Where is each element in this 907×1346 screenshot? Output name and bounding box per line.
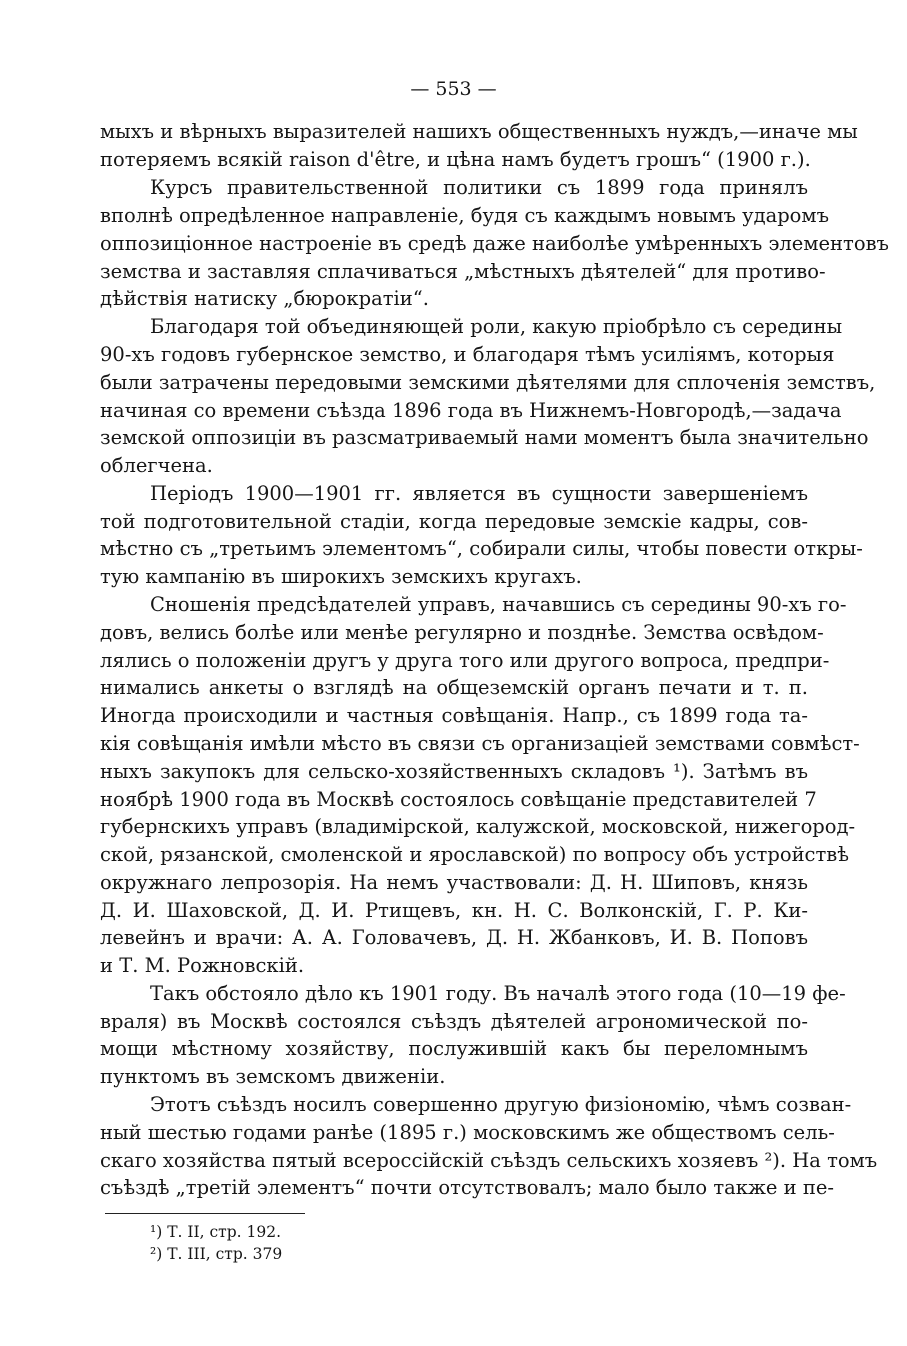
text-line: были затрачены передовыми земскими дѣятелями для сплоченія земствъ, — [100, 371, 876, 394]
text-line: ноябрѣ 1900 года въ Москвѣ состоялось совѣщаніе представителей 7 — [100, 788, 817, 811]
paragraph-first-line: Такъ обстояло дѣло къ 1901 году. Въ началѣ этого года (10—19 фе- — [150, 982, 846, 1005]
text-line: земской оппозиціи въ разсматриваемый нами моментъ была значительно — [100, 426, 869, 449]
text-line: потеряемъ всякій raison d'être, и цѣна намъ будетъ грошъ“ (1900 г.). — [100, 148, 811, 171]
text-line: Иногда происходили и частныя совѣщанія. Напр., съ 1899 года та- — [100, 704, 808, 727]
footnote-divider — [105, 1213, 305, 1214]
text-line: губернскихъ управъ (владимірской, калужской, московской, нижегород- — [100, 815, 856, 838]
text-line: Д. И. Шаховской, Д. И. Ртищевъ, кн. Н. С. Волконскій, Г. Р. Ки- — [100, 899, 808, 922]
footnote: ¹) Т. II, стр. 192. — [150, 1223, 282, 1241]
paragraph-first-line: Періодъ 1900—1901 гг. является въ сущности завершеніемъ — [150, 482, 808, 505]
text-line: мѣстно съ „третьимъ элементомъ“, собирали силы, чтобы повести откры- — [100, 537, 863, 560]
footnote: ²) Т. III, стр. 379 — [150, 1245, 283, 1263]
text-line: скаго хозяйства пятый всероссійскій съѣздъ сельскихъ хозяевъ ²). На томъ — [100, 1149, 878, 1172]
paragraph-first-line: Сношенія предсѣдателей управъ, начавшись съ середины 90-хъ го- — [150, 593, 847, 616]
text-line: пунктомъ въ земскомъ движеніи. — [100, 1065, 446, 1088]
text-line: оппозиціонное настроеніе въ средѣ даже наиболѣе умѣренныхъ элементовъ — [100, 232, 889, 255]
text-line: ныхъ закупокъ для сельско-хозяйственныхъ складовъ ¹). Затѣмъ въ — [100, 760, 808, 783]
text-line: и Т. М. Рожновскій. — [100, 954, 305, 977]
text-line: мыхъ и вѣрныхъ выразителей нашихъ общественныхъ нуждъ,—иначе мы — [100, 120, 858, 143]
text-line: ный шестью годами ранѣе (1895 г.) московскимъ же обществомъ сель- — [100, 1121, 835, 1144]
text-line: дѣйствія натиску „бюрократіи“. — [100, 287, 429, 310]
text-line: окружнаго лепрозорія. На немъ участвовали: Д. Н. Шиповъ, князь — [100, 871, 808, 894]
text-line: тую кампанію въ широкихъ земскихъ кругахъ. — [100, 565, 582, 588]
text-line: съѣздѣ „третій элементъ“ почти отсутствовалъ; мало было также и пе- — [100, 1176, 834, 1199]
text-line: довъ, велись болѣе или менѣе регулярно и позднѣе. Земства освѣдом- — [100, 621, 824, 644]
text-line: земства и заставляя сплачиваться „мѣстныхъ дѣятелей“ для противо- — [100, 260, 826, 283]
text-line: 90-хъ годовъ губернское земство, и благодаря тѣмъ усиліямъ, которыя — [100, 343, 835, 366]
paragraph-first-line: Этотъ съѣздъ носилъ совершенно другую физіономію, чѣмъ созван- — [150, 1093, 852, 1116]
text-line: кія совѣщанія имѣли мѣсто въ связи съ организаціей земствами совмѣст- — [100, 732, 860, 755]
text-line: мощи мѣстному хозяйству, послужившій какъ бы переломнымъ — [100, 1037, 808, 1060]
text-line: вполнѣ опредѣленное направленіе, будя съ каждымъ новымъ ударомъ — [100, 204, 829, 227]
text-line: ской, рязанской, смоленской и ярославской) по вопросу объ устройствѣ — [100, 843, 850, 866]
paragraph-first-line: Курсъ правительственной политики съ 1899 года принялъ — [150, 176, 808, 199]
text-line: нимались анкеты о взглядѣ на общеземскій органъ печати и т. п. — [100, 676, 808, 699]
text-line: лялись о положеніи другъ у друга того или другого вопроса, предпри- — [100, 649, 830, 672]
text-line: облегчена. — [100, 454, 213, 477]
text-line: начиная со времени съѣзда 1896 года въ Нижнемъ-Новгородѣ,—задача — [100, 399, 842, 422]
text-line: враля) въ Москвѣ состоялся съѣздъ дѣятелей агрономической по- — [100, 1010, 808, 1033]
text-line: левейнъ и врачи: А. А. Головачевъ, Д. Н. Жбанковъ, И. В. Поповъ — [100, 926, 808, 949]
paragraph-first-line: Благодаря той объединяющей роли, какую пріобрѣло съ середины — [150, 315, 843, 338]
page-number: — 553 — — [410, 78, 497, 100]
text-line: той подготовительной стадіи, когда передовые земскіе кадры, сов- — [100, 510, 808, 533]
